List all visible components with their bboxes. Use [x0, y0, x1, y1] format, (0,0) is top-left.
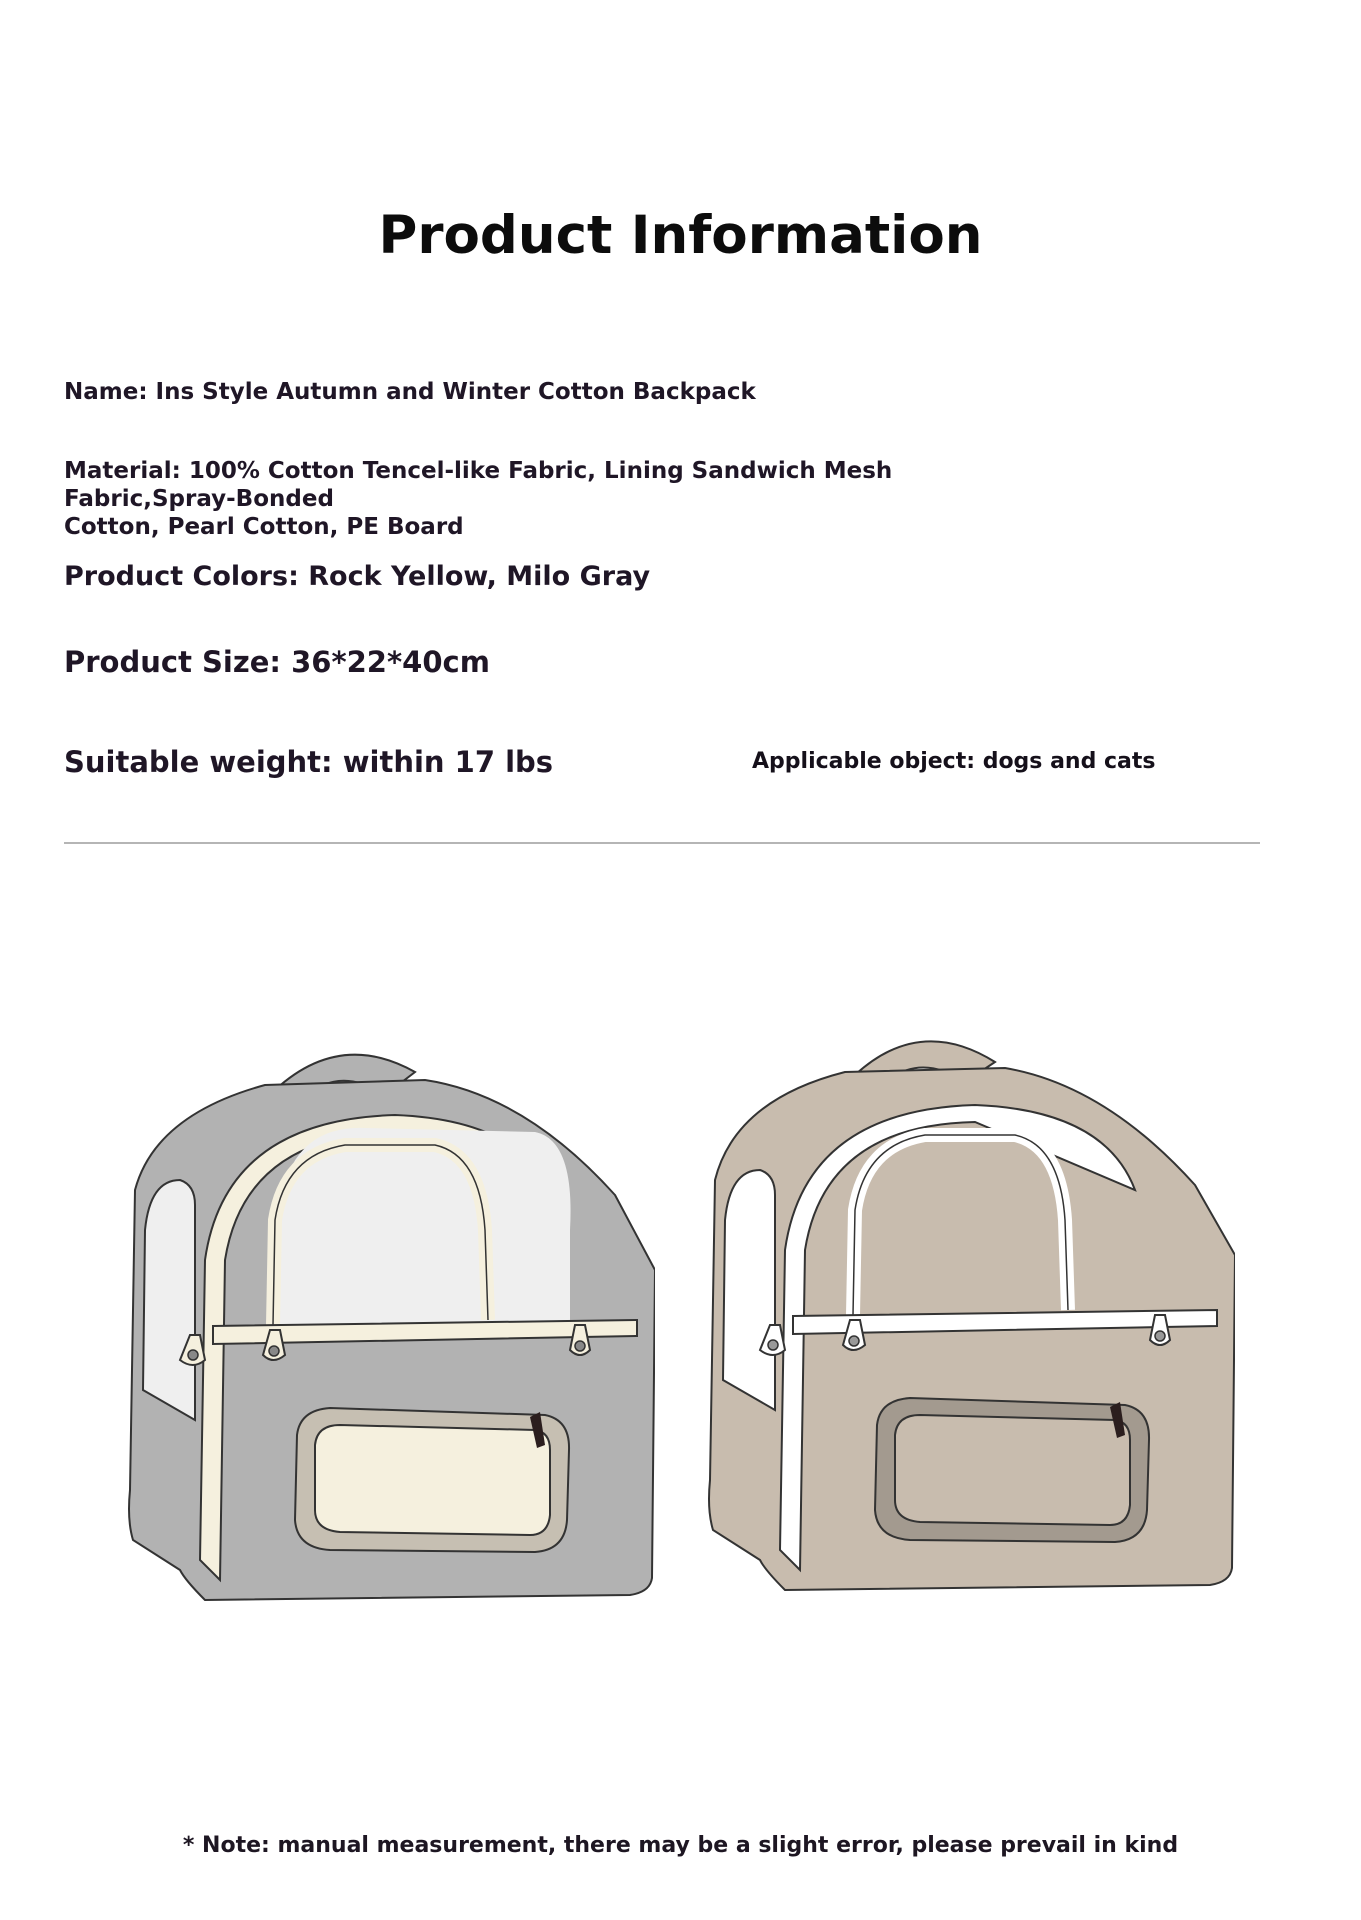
backpack-gray-illustration	[125, 1020, 655, 1610]
page-title: Product Information	[378, 205, 983, 266]
backpack-beige-illustration	[705, 1020, 1235, 1610]
material-line-2: Cotton, Pearl Cotton, PE Board	[64, 514, 464, 540]
material-line-1: Material: 100% Cotton Tencel-like Fabric, Lining Sandwich Mesh Fabric,Spray-Bonded	[64, 458, 893, 512]
measurement-note: * Note: manual measurement, there may be a slight error, please prevail in kind	[182, 1833, 1179, 1858]
product-material	[64, 457, 1064, 541]
product-applicable-object: Applicable object: dogs and cats	[752, 749, 1156, 774]
product-name: Name: Ins Style Autumn and Winter Cotton Backpack	[64, 379, 756, 405]
product-size: Product Size: 36*22*40cm	[64, 645, 490, 679]
product-weight: Suitable weight: within 17 lbs	[64, 745, 554, 779]
section-divider	[64, 842, 1260, 844]
product-colors: Product Colors: Rock Yellow, Milo Gray	[64, 561, 651, 592]
